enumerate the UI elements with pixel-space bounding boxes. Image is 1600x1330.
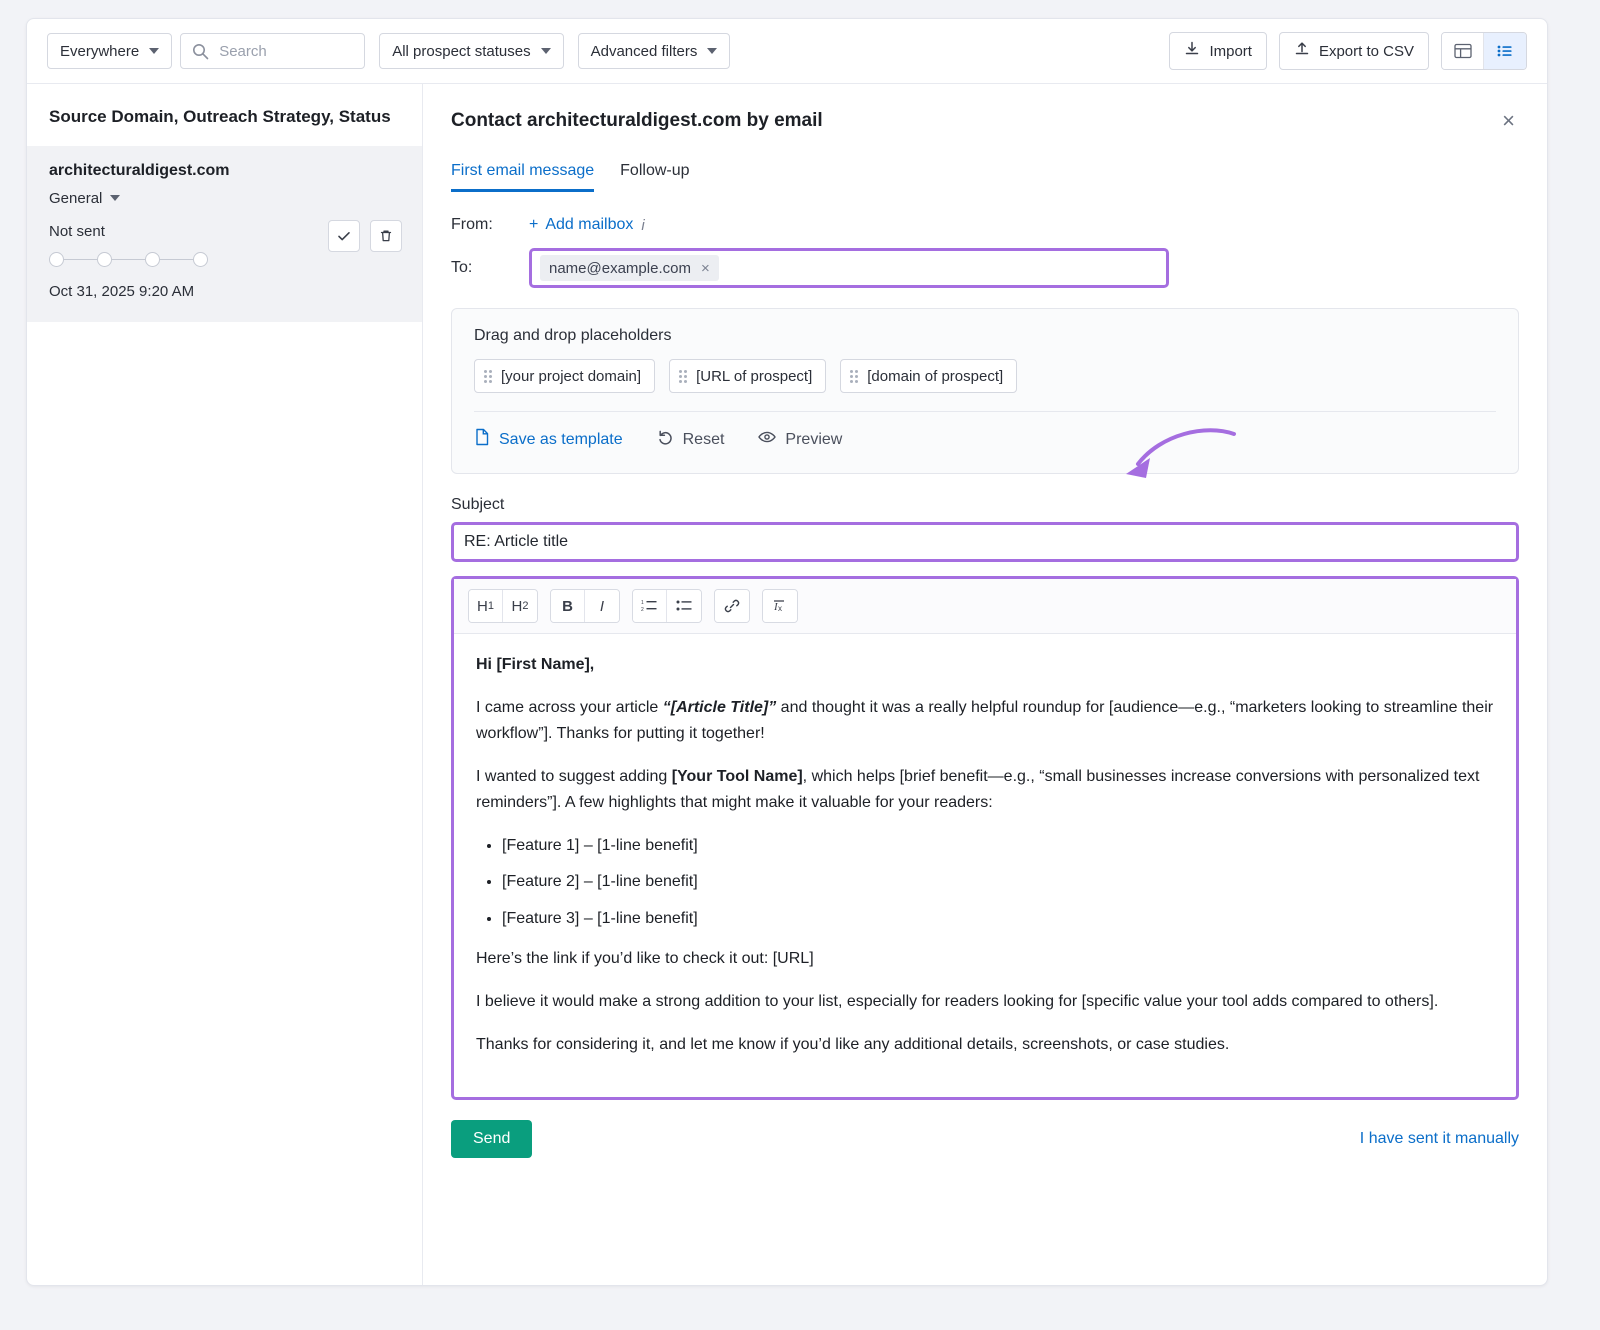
scope-dropdown-label: Everywhere [60, 42, 140, 60]
step-dot [193, 252, 208, 267]
import-icon [1184, 41, 1200, 61]
message-paragraph-1 [476, 695, 1494, 747]
close-icon[interactable]: × [1502, 108, 1515, 133]
export-csv-label: Export to CSV [1318, 42, 1414, 60]
message-body[interactable] [454, 634, 1516, 1097]
para2-tool-name: [Your Tool Name] [671, 767, 803, 785]
step-line [64, 259, 97, 260]
email-composer [423, 84, 1547, 1285]
svg-text:x: x [778, 604, 782, 613]
outreach-progress-steps [49, 252, 400, 267]
svg-text:2: 2 [641, 607, 644, 613]
composer-footer [423, 1100, 1547, 1182]
undo-icon [657, 429, 674, 450]
editor-toolbar [454, 579, 1516, 634]
prospect-card[interactable] [27, 146, 422, 322]
preview-button[interactable] [758, 430, 842, 449]
heading-1-button[interactable]: H 1 [469, 590, 503, 622]
step-line [112, 259, 145, 260]
top-toolbar [27, 19, 1547, 84]
prospect-date: Oct 31, 2025 9:20 AM [49, 282, 195, 300]
prospect-status-label: All prospect statuses [392, 42, 531, 60]
subject-input[interactable] [451, 522, 1519, 562]
prospect-domain: architecturaldigest.com [49, 161, 230, 179]
scope-dropdown[interactable] [47, 33, 172, 69]
placeholder-chip-url-of-prospect[interactable] [669, 359, 826, 393]
chevron-down-icon [707, 48, 717, 54]
document-icon [474, 428, 490, 451]
chevron-down-icon [110, 195, 120, 201]
link-icon[interactable] [715, 590, 749, 622]
sent-manually-link[interactable]: I have sent it manually [1359, 1129, 1519, 1147]
from-label: From: [451, 216, 493, 233]
prospects-sidebar [27, 84, 423, 1285]
add-mailbox-label: Add mailbox [545, 216, 634, 233]
delete-prospect-button[interactable] [370, 220, 402, 252]
content-area [27, 84, 1547, 1285]
from-row [451, 216, 1519, 234]
italic-button[interactable]: I [585, 590, 619, 622]
export-csv-button[interactable] [1279, 32, 1429, 70]
view-switcher [1441, 32, 1527, 70]
placeholder-label: [domain of prospect] [867, 367, 1004, 385]
clear-format-group [762, 589, 798, 623]
save-as-template-button[interactable] [474, 428, 623, 451]
search-input[interactable] [217, 42, 364, 61]
message-greeting: Hi [First Name], [476, 656, 595, 673]
heading-group [468, 589, 538, 623]
reset-button[interactable] [657, 429, 725, 450]
recipient-chip-label: name@example.com [549, 259, 691, 277]
placeholder-label: [URL of prospect] [696, 367, 813, 385]
chevron-down-icon [541, 48, 551, 54]
placeholder-chip-project-domain[interactable] [474, 359, 655, 393]
prospect-category-dropdown[interactable] [49, 190, 120, 207]
message-paragraph-3: Here’s the link if you’d like to check it out: [URL] [476, 950, 814, 968]
message-paragraph-4: I believe it would make a strong addition to your list, especially for readers looking for [specific value your tool adds compared to others]. [476, 993, 1439, 1011]
ordered-list-icon[interactable] [633, 590, 667, 622]
drag-handle-icon [484, 370, 492, 383]
link-group [714, 589, 750, 623]
para1-part-b: and thought it was a really helpful roundup for [audience—e.g., “marketers looking to streamline their workflow”]. Thanks for putting it together! [476, 698, 1494, 742]
composer-header [423, 84, 1547, 136]
prospect-status-dropdown[interactable] [379, 33, 563, 69]
list-item: • [Feature 1] – [1-line benefit] [502, 833, 1494, 859]
subject-value: RE: Article title [464, 533, 569, 550]
import-button[interactable] [1169, 32, 1267, 70]
message-paragraph-2 [476, 764, 1494, 816]
page-title: Contact architecturaldigest.com by email [451, 110, 823, 131]
tab-follow-up[interactable]: Follow-up [620, 162, 690, 179]
drag-handle-icon [679, 370, 687, 383]
step-line [160, 259, 193, 260]
info-icon[interactable]: i [641, 216, 645, 234]
para2-part-a: I wanted to suggest adding [476, 767, 672, 785]
sidebar-title: Source Domain, Outreach Strategy, Status [49, 107, 391, 126]
subject-label: Subject [451, 496, 505, 513]
reset-label: Reset [682, 430, 725, 448]
template-actions [474, 411, 1496, 465]
step-dot [49, 252, 64, 267]
advanced-filters-label: Advanced filters [590, 42, 698, 60]
recipient-input[interactable] [529, 248, 1169, 288]
recipient-chip[interactable] [540, 255, 719, 281]
prospect-status-text: Not sent [49, 222, 105, 240]
remove-recipient-icon[interactable]: × [700, 259, 710, 277]
bullet-list-icon[interactable] [667, 590, 701, 622]
mark-done-button[interactable] [328, 220, 360, 252]
plus-icon: + [529, 216, 539, 233]
text-style-group [550, 589, 620, 623]
placeholder-chips [474, 359, 1496, 393]
message-paragraph-5: Thanks for considering it, and let me know if you’d like any additional details, screenshots, or case studies. [476, 1036, 1230, 1054]
svg-text:I: I [774, 601, 778, 613]
para1-part-a: I came across your article [476, 698, 663, 716]
svg-text:1: 1 [641, 600, 644, 606]
list-item: • [Feature 3] – [1-line benefit] [502, 906, 1494, 932]
advanced-filters-dropdown[interactable] [578, 33, 731, 69]
clear-format-icon[interactable] [763, 590, 797, 622]
list-view-icon[interactable] [1484, 33, 1526, 69]
para2-part-b: , which helps [brief benefit—e.g., “small businesses increase conversions with personalized text reminders”]. A few highlights that might make it valuable for your readers: [476, 767, 1480, 811]
drag-handle-icon [850, 370, 858, 383]
list-item: • [Feature 2] – [1-line benefit] [502, 869, 1494, 895]
to-label: To: [451, 259, 473, 276]
placeholder-label: [your project domain] [501, 367, 642, 385]
toolbar-right-group [1169, 32, 1527, 70]
heading-2-button[interactable]: H 2 [503, 590, 537, 622]
composer-tabs [423, 136, 1547, 192]
add-mailbox-link[interactable] [529, 216, 633, 234]
step-dot [145, 252, 160, 267]
placeholder-chip-domain-of-prospect[interactable] [840, 359, 1017, 393]
step-dot [97, 252, 112, 267]
preview-label: Preview [785, 430, 843, 448]
tab-first-email-message[interactable]: First email message [451, 162, 594, 192]
para1-quote: “[Article Title]” [662, 698, 777, 716]
to-row [451, 248, 1519, 288]
export-icon [1294, 41, 1310, 61]
search-box[interactable] [180, 33, 365, 69]
feature-list [476, 833, 1494, 933]
send-button[interactable]: Send [451, 1120, 532, 1158]
prospect-category-label: General [49, 189, 103, 207]
outreach-window [26, 18, 1548, 1286]
chevron-down-icon [149, 48, 159, 54]
bold-button[interactable]: B [551, 590, 585, 622]
list-group [632, 589, 702, 623]
placeholders-title: Drag and drop placeholders [474, 327, 672, 344]
recipient-fields [423, 192, 1547, 288]
import-label: Import [1209, 42, 1252, 60]
eye-icon [758, 430, 776, 449]
message-editor[interactable] [451, 576, 1519, 1100]
table-view-icon[interactable] [1442, 33, 1484, 69]
save-as-template-label: Save as template [499, 430, 623, 448]
placeholders-panel [451, 308, 1519, 474]
prospect-card-actions [328, 220, 402, 252]
search-icon [192, 43, 209, 60]
